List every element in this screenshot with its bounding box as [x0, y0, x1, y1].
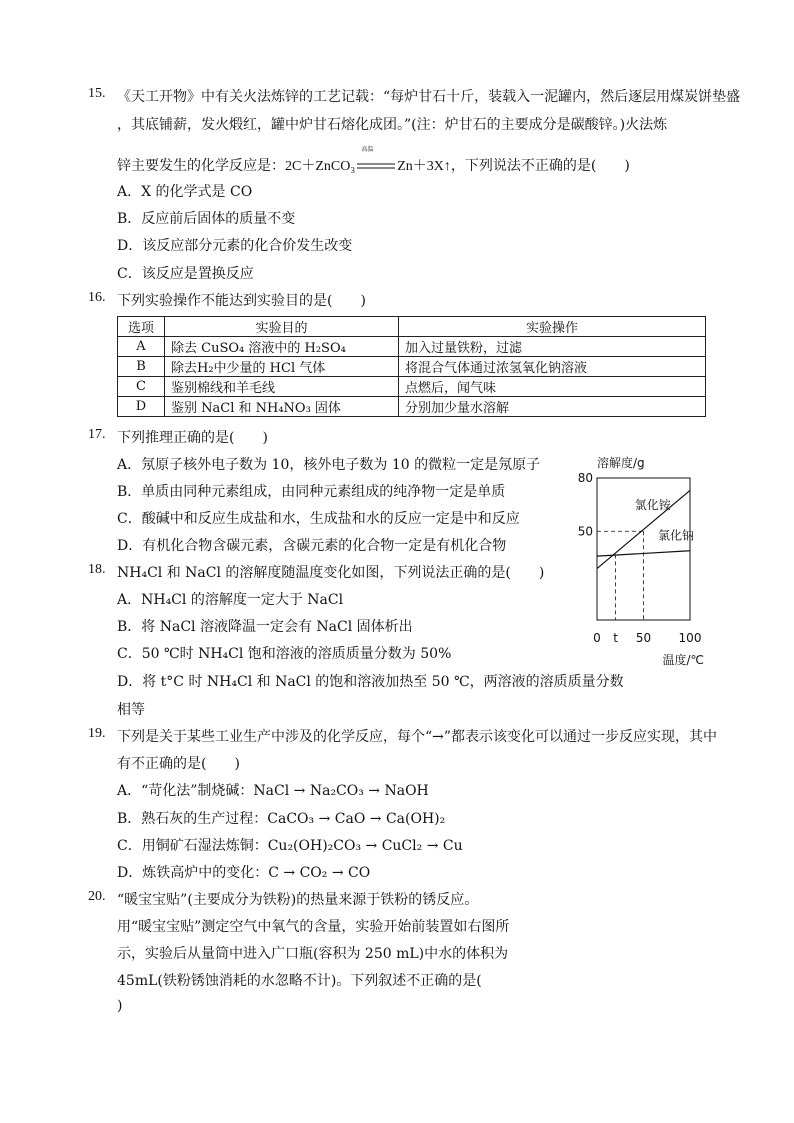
q17-number: 17.: [88, 427, 106, 442]
table-cell: 点燃后，闻气味: [399, 377, 706, 397]
q20-line3: 示，实验后从量筒中进入广口瓶(容积为 250 mL)中水的体积为: [117, 946, 509, 962]
table-header-purpose: 实验目的: [165, 317, 399, 337]
table-header-operation: 实验操作: [399, 317, 706, 337]
table-row: [118, 337, 706, 357]
y-tick-label: 80: [577, 471, 593, 485]
table-cell: 加入过量铁粉，过滤: [399, 337, 706, 357]
x-axis-label: 温度/℃: [662, 653, 704, 667]
x-tick-label: 50: [635, 631, 652, 645]
q19-option-a: A．“苛化法”制烧碱：NaCl → Na₂CO₃ → NaOH: [117, 783, 429, 799]
table-cell: C: [118, 377, 165, 397]
table-cell: 分别加少量水溶解: [399, 397, 706, 417]
y-axis-label: 溶解度/g: [597, 456, 645, 470]
table-cell: 鉴别 NaCl 和 NH₄NO₃ 固体: [165, 397, 399, 417]
q18-option-d-cont: 相等: [117, 702, 145, 718]
table-row: [118, 377, 706, 397]
q19-option-d: D．炼铁高炉中的变化：C → CO₂ → CO: [117, 865, 371, 881]
q18-option-b: B．将 NaCl 溶液降温一定会有 NaCl 固体析出: [117, 619, 413, 635]
q15-equation-arrow: [355, 146, 397, 174]
series-label-nh4cl: 氯化铵: [634, 498, 671, 513]
q18-stem: NH₄Cl 和 NaCl 的溶解度随温度变化如图，下列说法正确的是( ): [117, 565, 545, 581]
table-cell: 除去 CuSO₄ 溶液中的 H₂SO₄: [165, 337, 399, 357]
x-tick-label: 0: [593, 631, 601, 645]
q15-number: 15.: [88, 86, 106, 101]
q19-stem-line1: 下列是关于某些工业生产中涉及的化学反应，每个“→”都表示该变化可以通过一步反应实现，其中: [117, 729, 718, 745]
q16-stem: 下列实验操作不能达到实验目的是( ): [117, 293, 366, 309]
table-row: [118, 357, 706, 377]
table-cell: A: [118, 337, 165, 357]
q17-option-c: C．酸碱中和反应生成盐和水，生成盐和水的反应一定是中和反应: [117, 511, 520, 527]
table-header-row: [118, 317, 706, 337]
table-cell: 除去H₂中少量的 HCl 气体: [165, 357, 399, 377]
q15-option-b: B．反应前后固体的质量不变: [117, 211, 296, 227]
table-cell: 将混合气体通过浓氢氧化钠溶液: [399, 357, 706, 377]
q18-option-a: A．NH₄Cl 的溶解度一定大于 NaCl: [117, 592, 344, 608]
q15-equation-left: 2C＋ZnCO₃: [285, 159, 356, 174]
q18-number: 18.: [88, 562, 106, 577]
q19-option-b: B．熟石灰的生产过程：CaCO₃ → CaO → Ca(OH)₂: [117, 811, 446, 827]
x-tick-label: 100: [678, 631, 702, 645]
q19-stem-line2: 有不正确的是( ): [117, 756, 240, 772]
q15-line2: ，其底铺薪，发火煅红，罐中炉甘石熔化成团。”(注：炉甘石的主要成分是碳酸锌。)火法炼: [117, 117, 668, 133]
table-row: [118, 397, 706, 417]
y-tick-label: 50: [577, 524, 593, 539]
q17-option-d: D．有机化合物含碳元素，含碳元素的化合物一定是有机化合物: [117, 538, 507, 554]
q16-number: 16.: [88, 290, 106, 305]
q17-option-a: A．氖原子核外电子数为 10，核外电子数为 10 的微粒一定是氖原子: [117, 457, 541, 473]
q18-option-d: D．将 t°C 时 NH₄Cl 和 NaCl 的饱和溶液加热至 50 ℃，两溶液的溶质质量分数: [117, 674, 624, 690]
q15-option-a: A．X 的化学式是 CO: [117, 184, 253, 200]
q16-table: [117, 316, 706, 417]
q20-number: 20.: [88, 889, 106, 904]
q15-line1: 《天工开物》中有关火法炼锌的工艺记载：“每炉甘石十斤，装载入一泥罐内，然后逐层用煤炭饼垫盛: [117, 89, 741, 105]
q19-option-c: C．用铜矿石湿法炼铜：Cu₂(OH)₂CO₃ → CuCl₂ → Cu: [117, 838, 463, 854]
x-tick-label: t: [613, 631, 618, 645]
q15-line3-suffix: ，下列说法不正确的是( ): [450, 158, 630, 174]
q17-option-b: B．单质由同种元素组成，由同种元素组成的纯净物一定是单质: [117, 484, 506, 500]
q17-stem: 下列推理正确的是( ): [117, 430, 268, 446]
q15-line3: [117, 146, 630, 175]
series-label-nacl: 氯化钠: [658, 528, 695, 543]
q19-number: 19.: [88, 726, 106, 741]
table-cell: 鉴别棉线和羊毛线: [165, 377, 399, 397]
table-cell: B: [118, 357, 165, 377]
q15-line3-prefix: 锌主要发生的化学反应是：: [117, 158, 285, 174]
q20-line2: 用“暖宝宝贴”测定空气中氧气的含量，实验开始前装置如右图所: [117, 919, 510, 935]
q15-equation-right: Zn＋3X↑: [397, 159, 451, 174]
q15-option-d: D．该反应部分元素的化合价发生改变: [117, 238, 353, 254]
solubility-chart: [560, 450, 750, 675]
q18-option-c: C．50 ℃时 NH₄Cl 饱和溶液的溶质质量分数为 50%: [117, 646, 452, 662]
q15-option-c: C．该反应是置换反应: [117, 266, 254, 282]
table-cell: D: [118, 397, 165, 417]
table-header-option: 选项: [118, 317, 165, 337]
q20-line4: 45mL(铁粉锈蚀消耗的水忽略不计)。下列叙述不正确的是(: [117, 973, 482, 989]
q20-line1: “暖宝宝贴”(主要成分为铁粉)的热量来源于铁粉的锈反应。: [117, 892, 479, 908]
q20-line5: ): [117, 998, 123, 1014]
q15-equation-condition: 高温: [361, 146, 374, 153]
